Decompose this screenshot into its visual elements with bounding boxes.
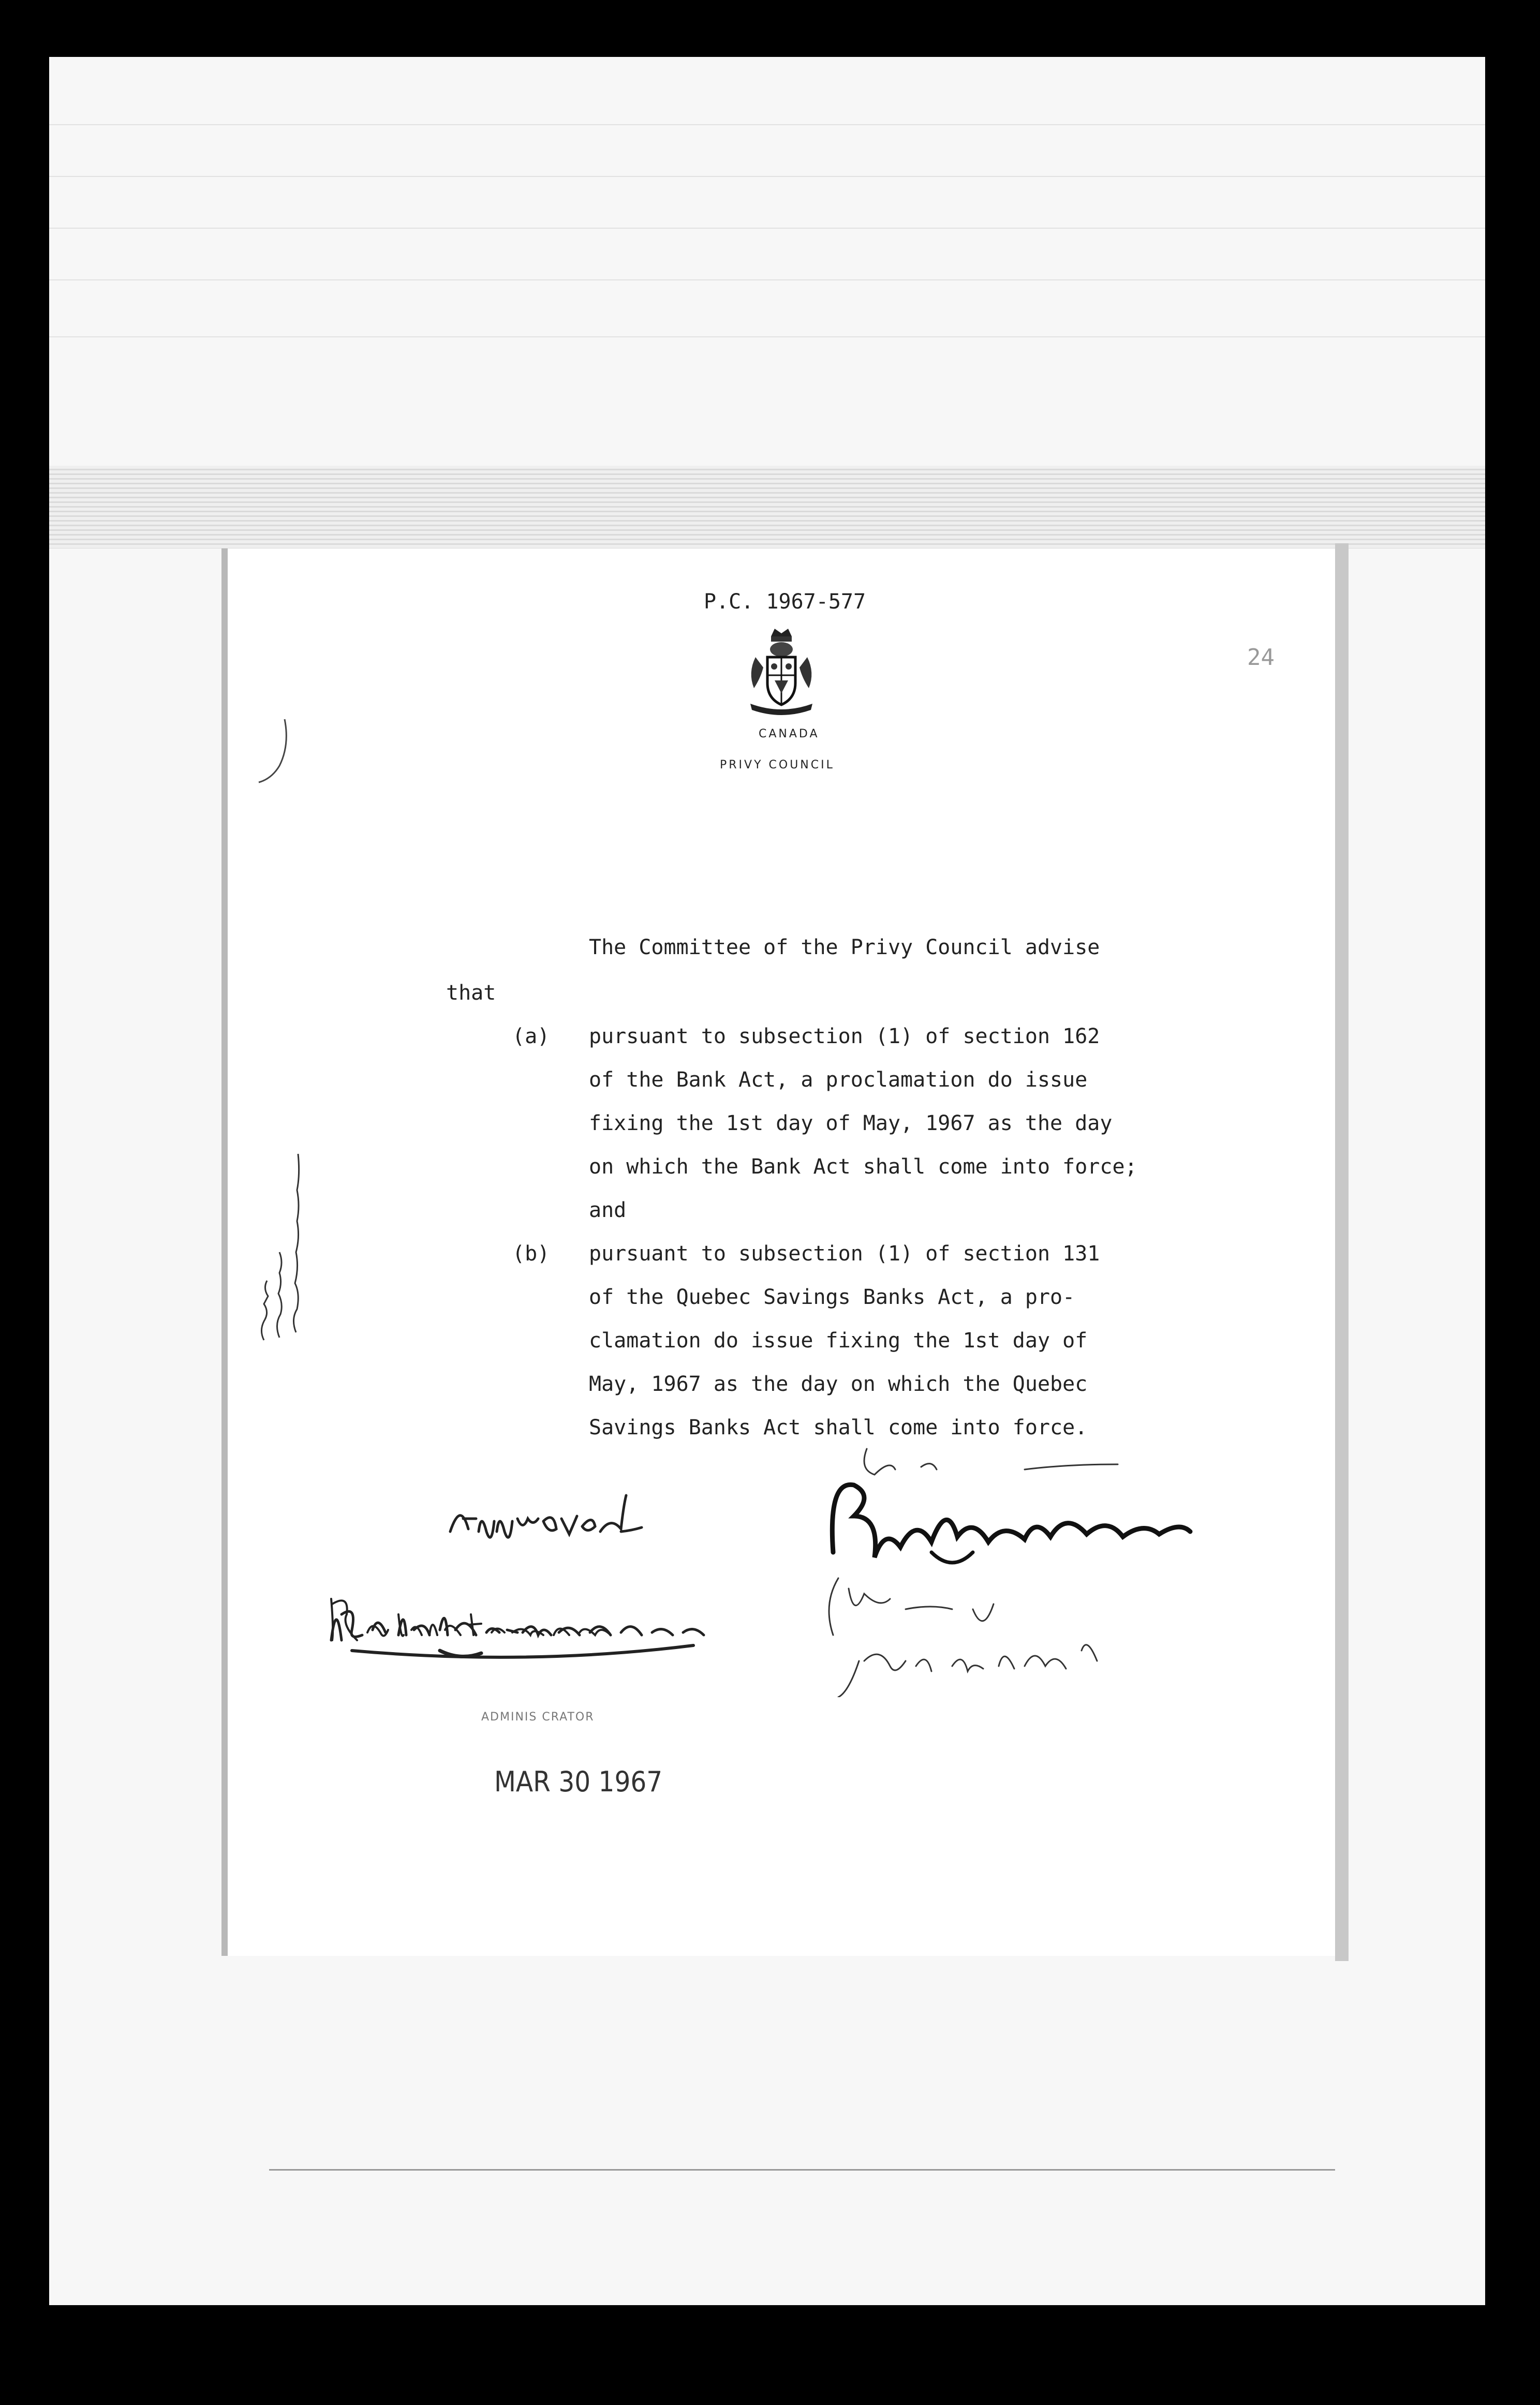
stamp-department: ADMINIS CRATOR [481,1711,595,1724]
page-edge-shadow-right [1335,543,1349,1961]
item-a-line: on which the Bank Act shall come into force; [589,1155,1137,1179]
stamp-date: MAR 30 1967 [494,1765,663,1798]
country-label: CANADA [759,728,820,740]
privy-council-label: PRIVY COUNCIL [720,759,835,771]
item-a-line: fixing the 1st day of May, 1967 as the day [589,1111,1113,1135]
item-b-line: May, 1967 as the day on which the Quebec [589,1372,1088,1396]
item-a-line: of the Bank Act, a proclamation do issue [589,1068,1088,1092]
item-a-line: pursuant to subsection (1) of section 162 [589,1025,1100,1048]
approved-handwriting [445,1490,652,1547]
item-b-line: clamation do issue fixing the 1st day of [589,1329,1088,1353]
bottom-fold-line [269,2169,1335,2171]
margin-note-handwriting [254,1133,310,1350]
page-number: 24 [1247,644,1275,671]
order-number: P.C. 1967-577 [704,590,866,614]
advise-line: The Committee of the Privy Council advise [589,936,1100,959]
fold-marks [49,466,1485,548]
margin-mark [254,714,295,786]
item-a-label: (a) [512,1025,550,1048]
that-line: that [446,981,496,1005]
item-a-line: and [589,1198,627,1222]
minister-signatures [818,1438,1211,1697]
item-b-label: (b) [512,1242,550,1266]
item-b-line: of the Quebec Savings Banks Act, a pro- [589,1285,1075,1309]
coat-of-arms-icon [743,626,820,719]
item-b-line: pursuant to subsection (1) of section 131 [589,1242,1100,1266]
item-b-line: Savings Banks Act shall come into force. [589,1416,1088,1439]
clerk-signature-script [326,1583,812,1671]
